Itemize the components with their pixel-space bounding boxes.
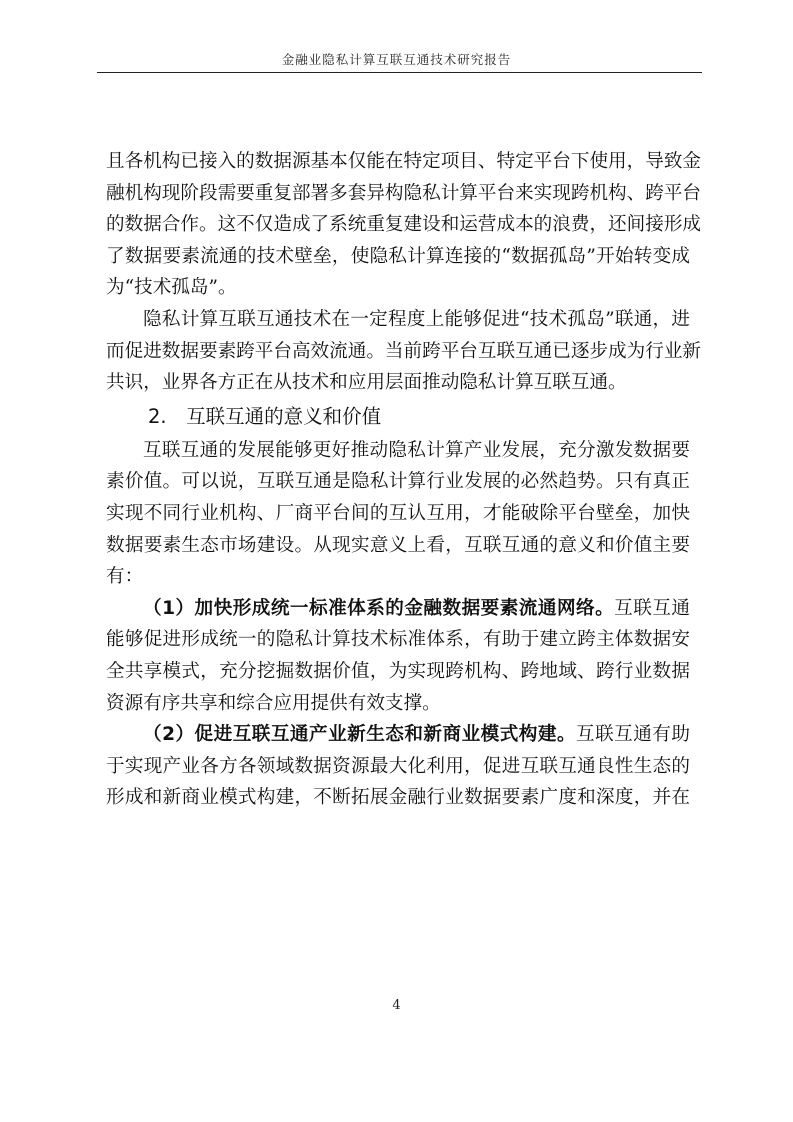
paragraph-1 (106, 146, 702, 304)
text-line: 为“技术孤岛”。 (106, 277, 237, 299)
text-line: 融机构现阶段需要重复部署多套异构隐私计算平台来实现跨机构、跨平台 (106, 182, 702, 204)
paragraph-intro (106, 435, 690, 593)
point-2-title: （2）促进互联互通产业新生态和新商业模式构建。 (143, 724, 577, 746)
point-1-lead: 互联互通 (614, 597, 690, 619)
point-2 (106, 719, 690, 814)
text-line: 数据要素生态市场建设。从现实意义上看，互联互通的意义和价值主要 (106, 534, 690, 556)
text-line: 形成和新商业模式构建，不断拓展金融行业数据要素广度和深度，并在 (106, 787, 690, 809)
text-line: 实现不同行业机构、厂商平台间的互认互用，才能破除平台壁垒，加快 (106, 502, 690, 524)
document-body (106, 146, 702, 814)
page-number: 4 (392, 998, 401, 1013)
text-line: 全共享模式，充分挖掘数据价值，为实现跨机构、跨地域、跨行业数据 (106, 660, 690, 682)
paragraph-2 (106, 304, 702, 399)
text-line: 能够促进形成统一的隐私计算技术标准体系，有助于建立跨主体数据安 (106, 629, 690, 651)
text-line: 素价值。可以说，互联互通是隐私计算行业发展的必然趋势。只有真正 (106, 471, 690, 493)
text-line: 有： (106, 566, 144, 588)
text-line: 于实现产业各方各领域数据资源最大化利用，促进互联互通良性生态的 (106, 755, 690, 777)
point-2-lead: 互联互通有助 (576, 724, 690, 746)
text-line (106, 593, 690, 625)
text-line: 隐私计算互联互通技术在一定程度上能够促进“技术孤岛”联通，进 (143, 308, 690, 330)
section-heading: 2. 互联互通的意义和价值 (148, 404, 382, 428)
header-rule (97, 72, 702, 73)
point-1-title: （1）加快形成统一标准体系的金融数据要素流通网络。 (143, 597, 615, 619)
text-line: 而促进数据要素跨平台高效流通。当前跨平台互联互通已逐步成为行业新 (106, 340, 702, 362)
text-line: 共识，业界各方正在从技术和应用层面推动隐私计算互联互通。 (106, 372, 627, 394)
running-header: 金融业隐私计算互联互通技术研究报告 (281, 52, 512, 67)
text-line: 了数据要素流通的技术壁垒，使隐私计算连接的“数据孤岛”开始转变成 (106, 245, 690, 267)
point-1 (106, 593, 690, 719)
text-line: 互联互通的发展能够更好推动隐私计算产业发展，充分激发数据要 (143, 439, 690, 461)
text-line: 资源有序共享和综合应用提供有效支撑。 (106, 692, 441, 714)
text-line: 的数据合作。这不仅造成了系统重复建设和运营成本的浪费，还间接形成 (106, 214, 702, 236)
text-line (106, 719, 690, 751)
text-line: 且各机构已接入的数据源基本仅能在特定项目、特定平台下使用，导致金 (106, 151, 702, 172)
